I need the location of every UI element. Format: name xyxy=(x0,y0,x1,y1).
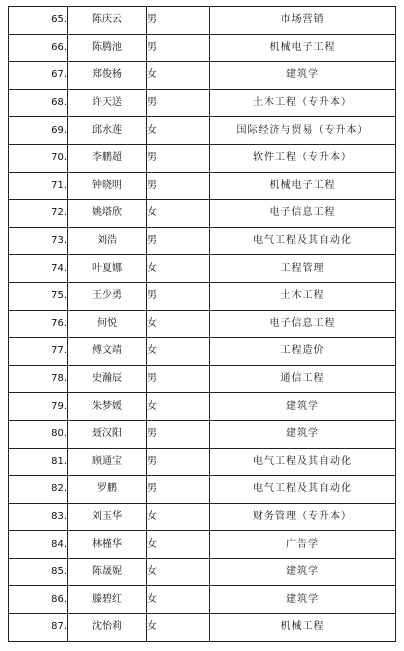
row-number-cell xyxy=(9,117,68,145)
student-gender: 男 xyxy=(147,41,157,53)
student-name: 王少勇 xyxy=(92,290,122,302)
student-major: 财务管理（专升本） xyxy=(253,510,352,522)
row-number-cell xyxy=(9,172,68,200)
student-name: 罗鹏 xyxy=(97,483,117,495)
table-row xyxy=(9,62,396,90)
student-gender-cell xyxy=(147,503,210,531)
row-number-cell xyxy=(9,310,68,338)
student-major-cell xyxy=(210,393,396,421)
row-number-cell xyxy=(9,476,68,504)
student-major: 建筑学 xyxy=(286,428,319,440)
table-row xyxy=(9,200,396,228)
student-major-cell xyxy=(210,282,396,310)
student-gender: 男 xyxy=(147,97,157,109)
table-row xyxy=(9,117,396,145)
student-major: 电子信息工程 xyxy=(269,207,336,219)
student-name-cell xyxy=(68,531,147,559)
student-gender-cell xyxy=(147,255,210,283)
student-gender: 男 xyxy=(147,373,157,385)
table-row xyxy=(9,558,396,586)
row-number: 87. xyxy=(51,621,67,633)
student-major: 市场营销 xyxy=(280,14,325,26)
student-major-cell xyxy=(210,227,396,255)
student-gender: 男 xyxy=(147,152,157,164)
row-number: 68. xyxy=(51,97,67,109)
student-name: 陈庆云 xyxy=(92,14,122,26)
student-name: 何悦 xyxy=(97,317,117,329)
student-gender-cell xyxy=(147,117,210,145)
student-name: 姚塔欣 xyxy=(92,207,122,219)
student-major-cell xyxy=(210,558,396,586)
row-number: 70. xyxy=(51,152,67,164)
student-major-cell xyxy=(210,89,396,117)
student-major-cell xyxy=(210,62,396,90)
student-gender: 男 xyxy=(147,483,157,495)
table-row xyxy=(9,365,396,393)
row-number-cell xyxy=(9,586,68,614)
row-number: 76. xyxy=(51,317,67,329)
student-major-cell xyxy=(210,586,396,614)
student-major: 建筑学 xyxy=(286,69,319,81)
row-number: 74. xyxy=(51,262,67,274)
student-major-cell xyxy=(210,117,396,145)
student-gender-cell xyxy=(147,558,210,586)
row-number: 65. xyxy=(51,14,67,26)
table-row xyxy=(9,282,396,310)
row-number: 69. xyxy=(51,124,67,136)
student-name-cell xyxy=(68,227,147,255)
student-major-cell xyxy=(210,144,396,172)
row-number-cell xyxy=(9,7,68,35)
student-major: 土木工程（专升本） xyxy=(253,97,352,109)
row-number-cell xyxy=(9,448,68,476)
table-row xyxy=(9,89,396,117)
student-name: 许天送 xyxy=(92,97,122,109)
row-number-cell xyxy=(9,338,68,366)
row-number: 80. xyxy=(51,428,67,440)
student-gender-cell xyxy=(147,200,210,228)
student-gender: 男 xyxy=(147,235,157,247)
table-row xyxy=(9,172,396,200)
student-major-cell xyxy=(210,531,396,559)
student-gender: 女 xyxy=(147,538,157,550)
student-name: 陈晟妮 xyxy=(92,566,122,578)
table-row xyxy=(9,255,396,283)
row-number: 67. xyxy=(51,69,67,81)
row-number: 85. xyxy=(51,566,67,578)
student-name: 傅文靖 xyxy=(92,345,122,357)
row-number: 73. xyxy=(51,235,67,247)
student-major-cell xyxy=(210,200,396,228)
student-major-cell xyxy=(210,365,396,393)
student-gender: 女 xyxy=(147,400,157,412)
student-gender-cell xyxy=(147,531,210,559)
table-row xyxy=(9,338,396,366)
student-major: 国际经济与贸易（专升本） xyxy=(236,124,369,136)
student-name-cell xyxy=(68,34,147,62)
student-name: 陈腾池 xyxy=(92,41,122,53)
table-row xyxy=(9,34,396,62)
student-name-cell xyxy=(68,255,147,283)
roster-table-body xyxy=(9,7,396,642)
student-major-cell xyxy=(210,172,396,200)
student-name: 滕碧红 xyxy=(92,593,122,605)
student-name-cell xyxy=(68,420,147,448)
student-name: 史瀚辰 xyxy=(92,373,122,385)
student-major: 工程管理 xyxy=(280,262,325,274)
student-name-cell xyxy=(68,476,147,504)
student-name-cell xyxy=(68,365,147,393)
student-gender-cell xyxy=(147,393,210,421)
student-major: 通信工程 xyxy=(280,373,325,385)
student-name-cell xyxy=(68,89,147,117)
student-major: 电气工程及其自动化 xyxy=(253,235,352,247)
row-number-cell xyxy=(9,393,68,421)
student-name-cell xyxy=(68,614,147,642)
student-name: 李鹏超 xyxy=(92,152,122,164)
student-gender-cell xyxy=(147,7,210,35)
student-gender-cell xyxy=(147,614,210,642)
table-row xyxy=(9,144,396,172)
student-gender-cell xyxy=(147,338,210,366)
student-major: 机械工程 xyxy=(280,621,325,633)
student-gender-cell xyxy=(147,282,210,310)
student-gender: 女 xyxy=(147,262,157,274)
row-number-cell xyxy=(9,34,68,62)
row-number: 86. xyxy=(51,593,67,605)
table-row xyxy=(9,227,396,255)
row-number-cell xyxy=(9,89,68,117)
student-gender-cell xyxy=(147,365,210,393)
student-name-cell xyxy=(68,310,147,338)
student-gender: 女 xyxy=(147,69,157,81)
student-name: 叶夏娜 xyxy=(92,262,122,274)
student-major: 机械电子工程 xyxy=(269,179,336,191)
student-major-cell xyxy=(210,255,396,283)
table-row xyxy=(9,420,396,448)
row-number-cell xyxy=(9,531,68,559)
student-gender-cell xyxy=(147,227,210,255)
row-number: 81. xyxy=(51,455,67,467)
student-gender-cell xyxy=(147,62,210,90)
student-name: 郑俊杨 xyxy=(92,69,122,81)
student-gender-cell xyxy=(147,89,210,117)
student-name: 林槿华 xyxy=(92,538,122,550)
row-number: 75. xyxy=(51,290,67,302)
student-name: 聂汉阳 xyxy=(92,428,122,440)
student-major-cell xyxy=(210,420,396,448)
student-gender: 女 xyxy=(147,510,157,522)
student-major: 机械电子工程 xyxy=(269,41,336,53)
student-name: 顾通宝 xyxy=(92,455,122,467)
row-number-cell xyxy=(9,200,68,228)
row-number-cell xyxy=(9,558,68,586)
row-number-cell xyxy=(9,503,68,531)
student-major: 广告学 xyxy=(286,538,319,550)
student-major: 建筑学 xyxy=(286,566,319,578)
student-name: 刘浩 xyxy=(97,235,117,247)
row-number-cell xyxy=(9,365,68,393)
student-gender: 女 xyxy=(147,345,157,357)
student-name-cell xyxy=(68,558,147,586)
row-number-cell xyxy=(9,144,68,172)
row-number-cell xyxy=(9,62,68,90)
student-name: 钟晓明 xyxy=(92,179,122,191)
row-number-cell xyxy=(9,282,68,310)
student-gender: 女 xyxy=(147,317,157,329)
student-major: 建筑学 xyxy=(286,593,319,605)
student-gender: 男 xyxy=(147,428,157,440)
student-name-cell xyxy=(68,7,147,35)
student-name-cell xyxy=(68,144,147,172)
student-name: 朱梦媛 xyxy=(92,400,122,412)
student-name: 刘玉华 xyxy=(92,510,122,522)
student-name-cell xyxy=(68,503,147,531)
student-gender: 女 xyxy=(147,593,157,605)
student-roster-table xyxy=(8,6,396,642)
student-gender: 男 xyxy=(147,290,157,302)
student-name-cell xyxy=(68,172,147,200)
student-name-cell xyxy=(68,62,147,90)
table-row xyxy=(9,531,396,559)
table-row xyxy=(9,503,396,531)
student-name-cell xyxy=(68,448,147,476)
table-row xyxy=(9,7,396,35)
student-major-cell xyxy=(210,34,396,62)
row-number-cell xyxy=(9,227,68,255)
student-major-cell xyxy=(210,7,396,35)
student-name-cell xyxy=(68,586,147,614)
student-major: 软件工程（专升本） xyxy=(253,152,352,164)
student-gender: 男 xyxy=(147,14,157,26)
student-gender: 女 xyxy=(147,124,157,136)
row-number: 82. xyxy=(51,483,67,495)
student-name: 沈怡莉 xyxy=(92,621,122,633)
student-gender-cell xyxy=(147,476,210,504)
row-number-cell xyxy=(9,255,68,283)
student-major: 土木工程 xyxy=(280,290,325,302)
table-row xyxy=(9,476,396,504)
student-major: 电子信息工程 xyxy=(269,317,336,329)
student-name-cell xyxy=(68,282,147,310)
row-number: 84. xyxy=(51,538,67,550)
student-major-cell xyxy=(210,476,396,504)
table-row xyxy=(9,586,396,614)
student-gender-cell xyxy=(147,420,210,448)
table-row xyxy=(9,310,396,338)
student-gender: 女 xyxy=(147,207,157,219)
student-gender-cell xyxy=(147,34,210,62)
row-number-cell xyxy=(9,614,68,642)
student-gender-cell xyxy=(147,448,210,476)
row-number-cell xyxy=(9,420,68,448)
table-row xyxy=(9,614,396,642)
student-gender-cell xyxy=(147,310,210,338)
student-major-cell xyxy=(210,503,396,531)
student-major: 电气工程及其自动化 xyxy=(253,455,352,467)
table-row xyxy=(9,448,396,476)
student-gender-cell xyxy=(147,586,210,614)
row-number: 78. xyxy=(51,373,67,385)
student-name-cell xyxy=(68,200,147,228)
student-gender: 男 xyxy=(147,455,157,467)
student-name-cell xyxy=(68,117,147,145)
student-major: 电气工程及其自动化 xyxy=(253,483,352,495)
row-number: 79. xyxy=(51,400,67,412)
student-major-cell xyxy=(210,338,396,366)
student-major: 建筑学 xyxy=(286,400,319,412)
student-name: 邱水莲 xyxy=(92,124,122,136)
student-gender: 男 xyxy=(147,179,157,191)
student-gender: 女 xyxy=(147,621,157,633)
row-number: 71. xyxy=(51,179,67,191)
row-number: 83. xyxy=(51,510,67,522)
table-row xyxy=(9,393,396,421)
row-number: 77. xyxy=(51,345,67,357)
student-gender-cell xyxy=(147,172,210,200)
student-name-cell xyxy=(68,338,147,366)
student-gender-cell xyxy=(147,144,210,172)
student-major-cell xyxy=(210,448,396,476)
student-major-cell xyxy=(210,310,396,338)
student-gender: 女 xyxy=(147,566,157,578)
row-number: 66. xyxy=(51,41,67,53)
student-name-cell xyxy=(68,393,147,421)
student-major-cell xyxy=(210,614,396,642)
row-number: 72. xyxy=(51,207,67,219)
student-major: 工程造价 xyxy=(280,345,325,357)
